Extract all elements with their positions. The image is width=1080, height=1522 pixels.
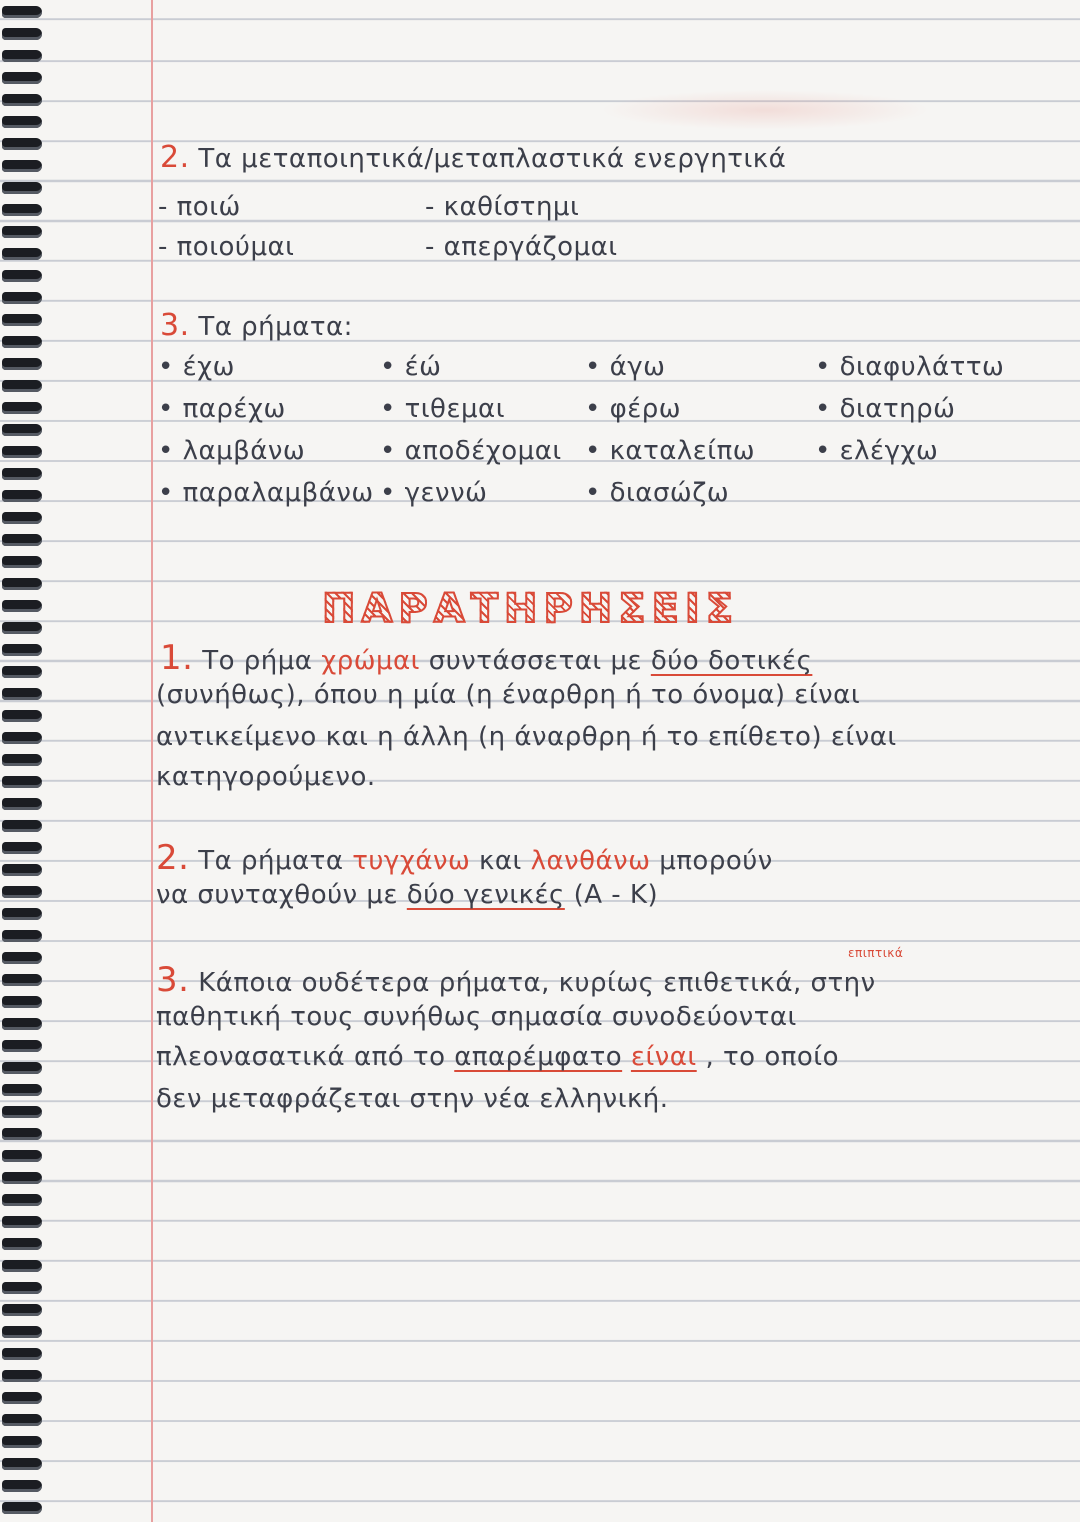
spiral-ring	[2, 50, 42, 62]
note3-superscript: επιπτικά	[848, 946, 904, 960]
margin-line	[151, 0, 153, 1522]
note2-number: 2.	[156, 838, 190, 878]
spiral-ring	[2, 1216, 42, 1228]
spiral-ring	[2, 468, 42, 480]
note3-line3	[156, 1042, 839, 1072]
note3-number: 3.	[156, 960, 190, 1000]
note2-text: και	[479, 846, 522, 876]
note2-text: μπορούν	[659, 846, 773, 876]
verb-item: • τιθεμαι	[380, 394, 505, 424]
spiral-ring	[2, 1128, 42, 1140]
spiral-ring	[2, 28, 42, 40]
note1-text: συντάσσεται με	[428, 646, 643, 676]
note2-text: να συνταχθούν με	[156, 880, 399, 910]
section3-heading	[160, 308, 353, 343]
spiral-ring	[2, 292, 42, 304]
section2-item: - ποιούμαι	[158, 232, 295, 262]
spiral-ring	[2, 248, 42, 260]
note1-verb: χρώμαι	[321, 646, 420, 676]
note3-line4: δεν μεταφράζεται στην νέα ελληνική.	[156, 1084, 669, 1114]
spiral-ring	[2, 732, 42, 744]
spiral-ring	[2, 1084, 42, 1096]
section2-item: - απεργάζομαι	[425, 232, 618, 262]
spiral-ring	[2, 226, 42, 238]
spiral-ring	[2, 1106, 42, 1118]
spiral-ring	[2, 314, 42, 326]
spiral-ring	[2, 1392, 42, 1404]
verb-item: • άγω	[585, 352, 666, 382]
spiral-ring	[2, 908, 42, 920]
spiral-ring	[2, 1062, 42, 1074]
verb-item: • φέρω	[585, 394, 682, 424]
note2-highlight: δύο γενικές	[406, 880, 565, 910]
faded-bleed-through	[600, 90, 930, 130]
note3-highlight: είναι	[630, 1042, 697, 1072]
spiral-ring	[2, 1194, 42, 1206]
verb-item: • διατηρώ	[815, 394, 956, 424]
spiral-ring	[2, 1480, 42, 1492]
spiral-ring	[2, 380, 42, 392]
spiral-ring	[2, 1370, 42, 1382]
spiral-ring	[2, 996, 42, 1008]
spiral-ring	[2, 72, 42, 84]
section2-item: - καθίστημι	[425, 192, 580, 222]
note2-text: (Α - Κ)	[573, 880, 659, 910]
verb-item: • ελέγχω	[815, 436, 939, 466]
spiral-ring	[2, 358, 42, 370]
verb-item: • έχω	[158, 352, 235, 382]
note3-line1	[156, 960, 876, 1000]
verb-item: • διαφυλάττω	[815, 352, 1005, 382]
spiral-ring	[2, 1282, 42, 1294]
verb-item: • γεννώ	[380, 478, 488, 508]
note3-text: Κάποια ουδέτερα ρήματα, κυρίως επιθετικά, στην	[198, 968, 876, 998]
verb-item: • αποδέχομαι	[380, 436, 562, 466]
note2-line1	[156, 838, 773, 878]
spiral-ring	[2, 160, 42, 172]
section2-heading	[160, 140, 786, 175]
observations-title: ΠΑΡΑΤΗΡΗΣΕΙΣ	[322, 586, 740, 632]
spiral-ring	[2, 776, 42, 788]
note2-verb: λανθάνω	[530, 846, 651, 876]
spiral-ring	[2, 182, 42, 194]
spiral-ring	[2, 1172, 42, 1184]
note3-highlight: απαρέμφατο	[454, 1042, 623, 1072]
spiral-ring	[2, 1348, 42, 1360]
spiral-ring	[2, 138, 42, 150]
spiral-ring	[2, 94, 42, 106]
spiral-ring	[2, 600, 42, 612]
spiral-ring	[2, 952, 42, 964]
spiral-ring	[2, 1040, 42, 1052]
verb-item: • παρέχω	[158, 394, 286, 424]
spiral-ring	[2, 1502, 42, 1514]
note1-line3: αντικείμενο και η άλλη (η άναρθρη ή το επίθετο) είναι	[156, 722, 897, 752]
spiral-ring	[2, 116, 42, 128]
spiral-ring	[2, 1150, 42, 1162]
note2-text: Τα ρήματα	[198, 846, 344, 876]
section2-number: 2.	[160, 140, 190, 175]
spiral-ring	[2, 6, 42, 18]
spiral-ring	[2, 490, 42, 502]
verb-item: • διασώζω	[585, 478, 730, 508]
spiral-ring	[2, 644, 42, 656]
spiral-ring	[2, 1238, 42, 1250]
section2-heading-text: Τα μεταποιητικά/μεταπλαστικά ενεργητικά	[198, 144, 787, 174]
note2-verb: τυγχάνω	[352, 846, 471, 876]
spiral-ring	[2, 446, 42, 458]
spiral-ring	[2, 1304, 42, 1316]
spiral-ring	[2, 754, 42, 766]
spiral-ring	[2, 1458, 42, 1470]
section3-heading-text: Τα ρήματα:	[198, 312, 353, 342]
verb-item: • παραλαμβάνω	[158, 478, 374, 508]
section2-item: - ποιώ	[158, 192, 241, 222]
verb-item: • έώ	[380, 352, 442, 382]
spiral-ring	[2, 204, 42, 216]
spiral-ring	[2, 622, 42, 634]
note1-number: 1.	[160, 638, 194, 678]
note3-line2: παθητική τους συνήθως σημασία συνοδεύονται	[156, 1002, 797, 1032]
note3-text: πλεονασατικά από το	[156, 1042, 446, 1072]
spiral-ring	[2, 798, 42, 810]
spiral-ring	[2, 556, 42, 568]
spiral-ring	[2, 1326, 42, 1338]
spiral-ring	[2, 578, 42, 590]
spiral-ring	[2, 710, 42, 722]
spiral-ring	[2, 688, 42, 700]
note1-line2: (συνήθως), όπου η μία (η έναρθρη ή το όνομα) είναι	[156, 680, 861, 710]
note2-line2	[156, 880, 658, 910]
spiral-ring	[2, 864, 42, 876]
spiral-ring	[2, 1436, 42, 1448]
spiral-ring	[2, 336, 42, 348]
section3-number: 3.	[160, 308, 190, 343]
verb-item: • καταλείπω	[585, 436, 756, 466]
spiral-ring	[2, 666, 42, 678]
spiral-ring	[2, 534, 42, 546]
note1-text: Το ρήμα	[202, 646, 313, 676]
spiral-ring	[2, 1414, 42, 1426]
spiral-ring	[2, 820, 42, 832]
note1-highlight: δύο δοτικές	[650, 646, 813, 676]
spiral-ring	[2, 974, 42, 986]
spiral-ring	[2, 270, 42, 282]
note1-line4: κατηγορούμενο.	[156, 762, 376, 792]
spiral-ring	[2, 930, 42, 942]
note3-text: , το οποίο	[705, 1042, 840, 1072]
spiral-ring	[2, 512, 42, 524]
note1-line1	[160, 638, 812, 678]
spiral-ring	[2, 402, 42, 414]
verb-item: • λαμβάνω	[158, 436, 306, 466]
spiral-ring	[2, 424, 42, 436]
spiral-ring	[2, 842, 42, 854]
spiral-binding	[0, 0, 48, 1522]
spiral-ring	[2, 886, 42, 898]
spiral-ring	[2, 1018, 42, 1030]
spiral-ring	[2, 1260, 42, 1272]
